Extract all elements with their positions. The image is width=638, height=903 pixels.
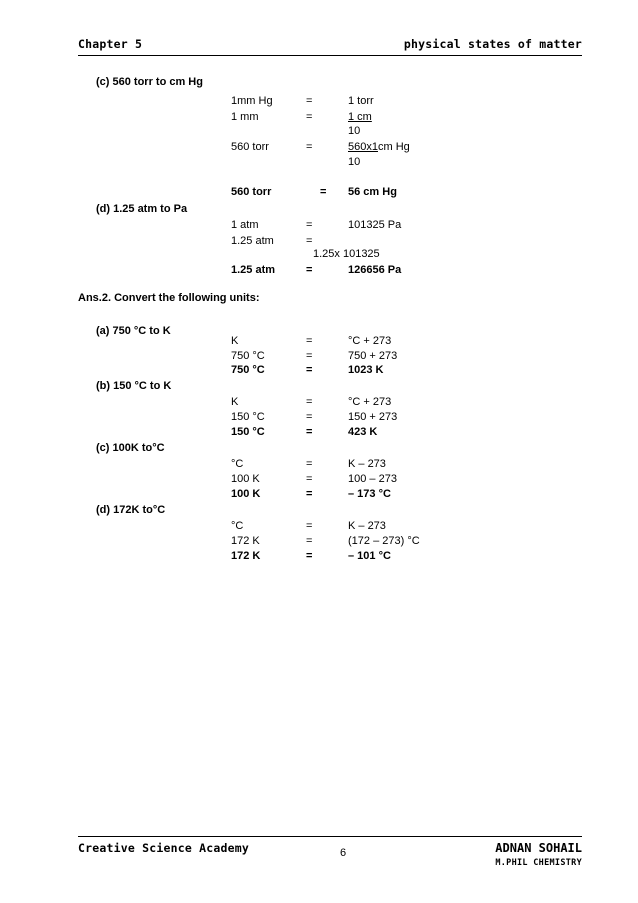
equals-sign: = — [306, 550, 313, 562]
equals-sign: = — [306, 335, 313, 347]
row-value: 100 – 273 — [348, 473, 397, 485]
row-label: °C — [231, 458, 244, 470]
row-label: 100 K — [231, 473, 260, 485]
equals-sign: = — [306, 535, 313, 547]
page-number: 6 — [340, 847, 347, 859]
fraction-denominator: 10 — [348, 125, 361, 137]
row-label: 150 °C — [231, 411, 265, 423]
heading-c-kelvin-to-celsius: (c) 100K to°C — [96, 442, 165, 454]
result-value: 126656 Pa — [348, 264, 402, 276]
row-value: K – 273 — [348, 520, 386, 532]
equals-sign: = — [306, 111, 313, 123]
equals-sign: = — [306, 364, 313, 376]
row-value: 750 + 273 — [348, 350, 398, 362]
equals-sign: = — [306, 473, 313, 485]
row-value: 101325 Pa — [348, 219, 402, 231]
equals-sign: = — [306, 396, 313, 408]
result-value: – 173 °C — [348, 488, 391, 500]
result-value: 423 K — [348, 426, 378, 438]
footer-rule — [78, 836, 582, 837]
footer-degree: M.PHIL CHEMISTRY — [495, 858, 582, 868]
result-value: – 101 °C — [348, 550, 391, 562]
header-rule — [78, 55, 582, 56]
equals-sign: = — [306, 350, 313, 362]
equals-sign: = — [306, 488, 313, 500]
heading-a-celsius-to-kelvin: (a) 750 °C to K — [96, 325, 171, 337]
heading-d-kelvin-to-celsius: (d) 172K to°C — [96, 504, 166, 516]
result-value: 1023 K — [348, 364, 384, 376]
header-chapter: Chapter 5 — [78, 37, 143, 51]
row-value: °C + 273 — [348, 396, 392, 408]
result-label: 172 K — [231, 550, 261, 562]
row-label: 1 mm — [231, 111, 259, 123]
heading-b-celsius-to-kelvin: (b) 150 °C to K — [96, 380, 172, 392]
result-label: 1.25 atm — [231, 264, 276, 276]
result-label: 150 °C — [231, 426, 265, 438]
equals-sign: = — [306, 235, 313, 247]
result-label: 100 K — [231, 488, 261, 500]
result-label: 750 °C — [231, 364, 265, 376]
equals-sign: = — [306, 141, 313, 153]
ans2-title: Ans.2. Convert the following units: — [78, 292, 260, 304]
row-label: °C — [231, 520, 244, 532]
equals-sign: = — [306, 264, 313, 276]
header-topic: physical states of matter — [403, 37, 582, 51]
equals-sign: = — [306, 411, 313, 423]
heading-c-torr: (c) 560 torr to cm Hg — [96, 76, 203, 88]
equals-sign: = — [306, 520, 313, 532]
fraction-numerator-expression: 560x1cm Hg — [348, 141, 410, 153]
row-value: 1 torr — [348, 95, 374, 107]
row-label: 1mm Hg — [231, 95, 273, 107]
row-value: 1.25x 101325 — [313, 248, 380, 260]
result-label: 560 torr — [231, 186, 272, 198]
result-value: 56 cm Hg — [348, 186, 397, 198]
row-value: K – 273 — [348, 458, 386, 470]
row-label: 560 torr — [231, 141, 269, 153]
row-label: K — [231, 335, 239, 347]
row-value: °C + 273 — [348, 335, 392, 347]
row-value: 150 + 273 — [348, 411, 398, 423]
row-label: 750 °C — [231, 350, 265, 362]
row-label: K — [231, 396, 239, 408]
row-value: (172 – 273) °C — [348, 535, 420, 547]
heading-d-atm: (d) 1.25 atm to Pa — [96, 203, 188, 215]
equals-sign: = — [306, 458, 313, 470]
row-label: 1.25 atm — [231, 235, 274, 247]
row-label: 172 K — [231, 535, 260, 547]
fraction-denominator: 10 — [348, 156, 361, 168]
equals-sign: = — [306, 219, 313, 231]
footer-author: ADNAN SOHAIL — [495, 841, 582, 855]
equals-sign: = — [306, 426, 313, 438]
footer-academy: Creative Science Academy — [78, 841, 249, 855]
row-label: 1 atm — [231, 219, 259, 231]
fraction-numerator: 1 cm — [348, 111, 372, 123]
equals-sign: = — [320, 186, 327, 198]
equals-sign: = — [306, 95, 313, 107]
